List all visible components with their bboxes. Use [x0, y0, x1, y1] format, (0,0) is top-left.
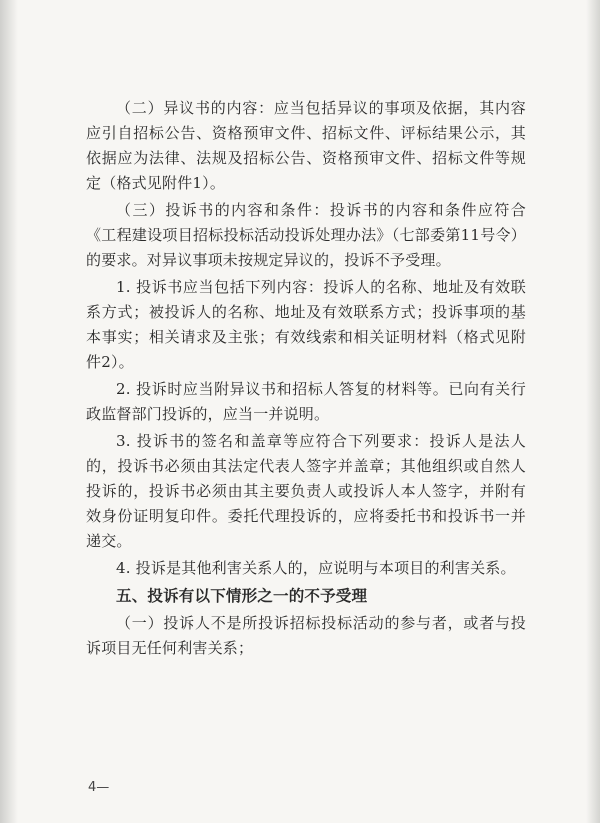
- paragraph-interested-party: 4. 投诉是其他利害关系人的，应说明与本项目的利害关系。: [116, 559, 516, 577]
- paragraph-not-participant: （一）投诉人不是所投诉招标投标活动的参与者，或者与投诉项目无任何利害关系；: [86, 614, 526, 657]
- right-scan-shadow: [586, 0, 600, 823]
- paragraph-objection-content: （二）异议书的内容：应当包括异议的事项及依据，其内容应引自招标公告、资格预审文件、招标文件、评标结果公示，其依据应为法律、法规及招标公告、资格预审文件、招标文件等规定（格式见附件1）。: [86, 99, 526, 192]
- page-number: 4—: [88, 780, 110, 795]
- paragraph-complaint-contents: 1. 投诉书应当包括下列内容：投诉人的名称、地址及有效联系方式；被投诉人的名称、地址及有效联系方式；投诉事项的基本事实；相关请求及主张；有效线索和相关证明材料（格式见附件2）。: [86, 278, 526, 371]
- paragraph-signature-requirements: 3. 投诉书的签名和盖章等应符合下列要求：投诉人是法人的，投诉书必须由其法定代表人签字并盖章；其他组织或自然人投诉的，投诉书必须由其主要负责人或投诉人本人签字，并附有效身份证明复印件。委托代理投诉的，应将委托书和投诉书一并递交。: [86, 432, 526, 550]
- paragraph-complaint-conditions: （三）投诉书的内容和条件：投诉书的内容和条件应符合《工程建设项目招标投标活动投诉处理办法》（七部委第11号令）的要求。对异议事项未按规定异议的，投诉不予受理。: [86, 201, 526, 269]
- document-body: [86, 96, 526, 663]
- section-heading: 五、投诉有以下情形之一的不予受理: [116, 586, 368, 605]
- paragraph-attachments: 2. 投诉时应当附异议书和招标人答复的材料等。已向有关行政监督部门投诉的，应当一并说明。: [86, 380, 526, 423]
- left-scan-shadow: [0, 0, 18, 823]
